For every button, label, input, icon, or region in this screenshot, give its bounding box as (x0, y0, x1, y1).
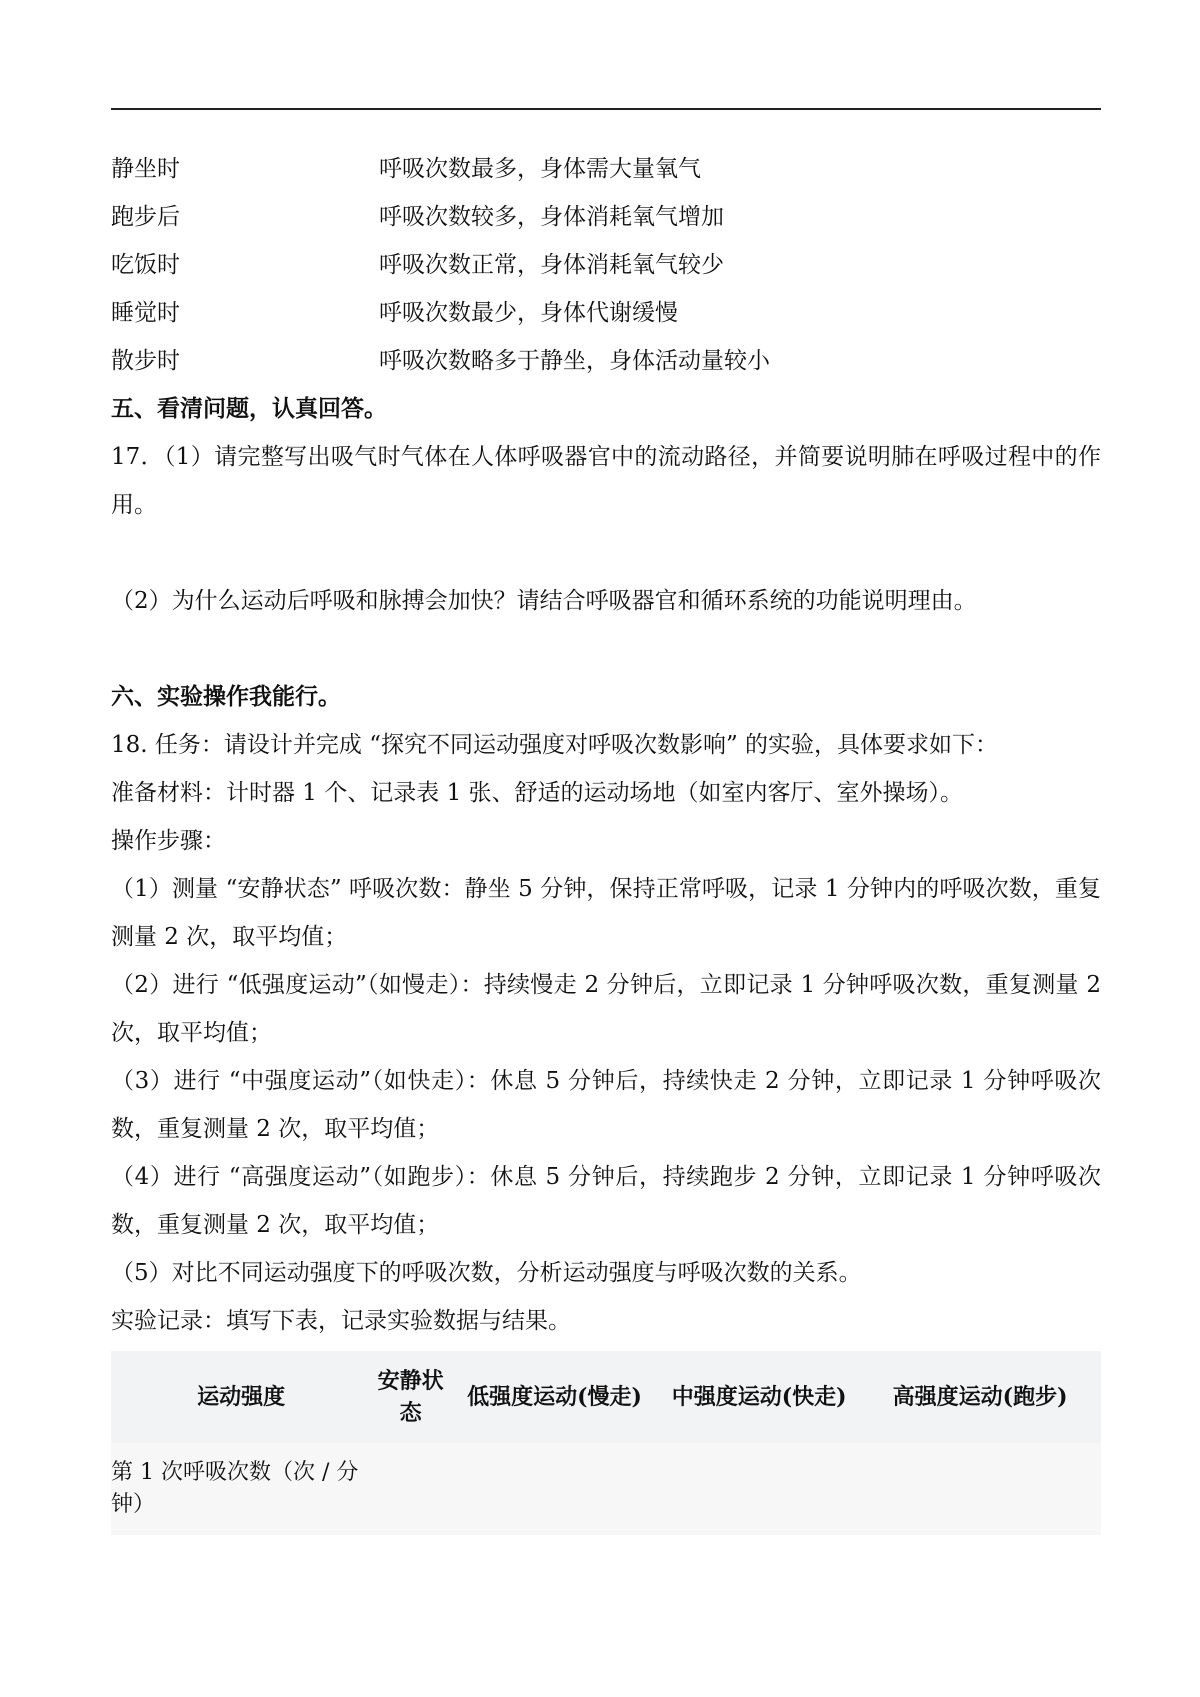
match-left: 吃饭时 (111, 252, 180, 278)
match-row (111, 337, 1101, 385)
experiment-record-table (111, 1351, 1101, 1535)
match-right: 呼吸次数较多，身体消耗氧气增加 (379, 204, 724, 230)
header-rule (111, 108, 1101, 110)
table-cell[interactable] (859, 1443, 1101, 1535)
step-2: （2）进行 “低强度运动”（如慢走）：持续慢走 2 分钟后，立即记录 1 分钟呼吸次数，重复测量 2 次，取平均值； (111, 972, 1101, 1046)
table-header-cell: 安静状态 (371, 1351, 450, 1443)
section-5-heading: 五、看清问题，认真回答。 (111, 395, 387, 422)
match-left: 睡觉时 (111, 300, 180, 326)
match-right: 呼吸次数正常，身体消耗氧气较少 (379, 252, 724, 278)
question-17-part-2: （2）为什么运动后呼吸和脉搏会加快？请结合呼吸器官和循环系统的功能说明理由。 (111, 588, 977, 614)
steps-label: 操作步骤： (111, 828, 226, 854)
table-cell: 第 1 次呼吸次数（次 / 分钟） (111, 1443, 371, 1535)
record-label: 实验记录：填写下表，记录实验数据与结果。 (111, 1308, 571, 1334)
table-header-row (111, 1351, 1101, 1443)
match-left: 散步时 (111, 348, 180, 374)
section-6-heading: 六、实验操作我能行。 (111, 683, 341, 710)
matching-list (111, 145, 1101, 385)
match-right: 呼吸次数略多于静坐，身体活动量较小 (379, 348, 770, 374)
document-page (111, 145, 1101, 1535)
table-cell[interactable] (371, 1443, 450, 1535)
table-header-cell: 中强度运动(快走) (659, 1351, 859, 1443)
table-cell[interactable] (450, 1443, 659, 1535)
step-4: （4）进行 “高强度运动”（如跑步）：休息 5 分钟后，持续跑步 2 分钟，立即记录 1 分钟呼吸次数，重复测量 2 次，取平均值； (111, 1164, 1101, 1238)
table-cell[interactable] (659, 1443, 859, 1535)
step-1: （1）测量 “安静状态” 呼吸次数：静坐 5 分钟，保持正常呼吸，记录 1 分钟内的呼吸次数，重复测量 2 次，取平均值； (111, 876, 1101, 950)
match-left: 跑步后 (111, 204, 180, 230)
materials-text: 准备材料：计时器 1 个、记录表 1 张、舒适的运动场地（如室内客厅、室外操场）。 (111, 780, 964, 806)
match-right: 呼吸次数最多，身体需大量氧气 (379, 156, 701, 182)
match-row (111, 193, 1101, 241)
step-3: （3）进行 “中强度运动”（如快走）：休息 5 分钟后，持续快走 2 分钟，立即记录 1 分钟呼吸次数，重复测量 2 次，取平均值； (111, 1068, 1101, 1142)
match-right: 呼吸次数最少，身体代谢缓慢 (379, 300, 678, 326)
match-row (111, 241, 1101, 289)
match-row (111, 289, 1101, 337)
question-17-part-1: 17．（1）请完整写出吸气时气体在人体呼吸器官中的流动路径，并简要说明肺在呼吸过程中的作用。 (111, 444, 1101, 518)
step-5: （5）对比不同运动强度下的呼吸次数，分析运动强度与呼吸次数的关系。 (111, 1260, 862, 1286)
table-header-cell: 运动强度 (111, 1351, 371, 1443)
table-header-cell: 高强度运动(跑步) (859, 1351, 1101, 1443)
match-left: 静坐时 (111, 156, 180, 182)
question-18-task: 18. 任务：请设计并完成 “探究不同运动强度对呼吸次数影响” 的实验，具体要求如下： (111, 732, 999, 758)
table-header-cell: 低强度运动(慢走) (450, 1351, 659, 1443)
match-row (111, 145, 1101, 193)
answer-space (111, 529, 1101, 577)
table-row (111, 1443, 1101, 1535)
answer-space (111, 625, 1101, 673)
